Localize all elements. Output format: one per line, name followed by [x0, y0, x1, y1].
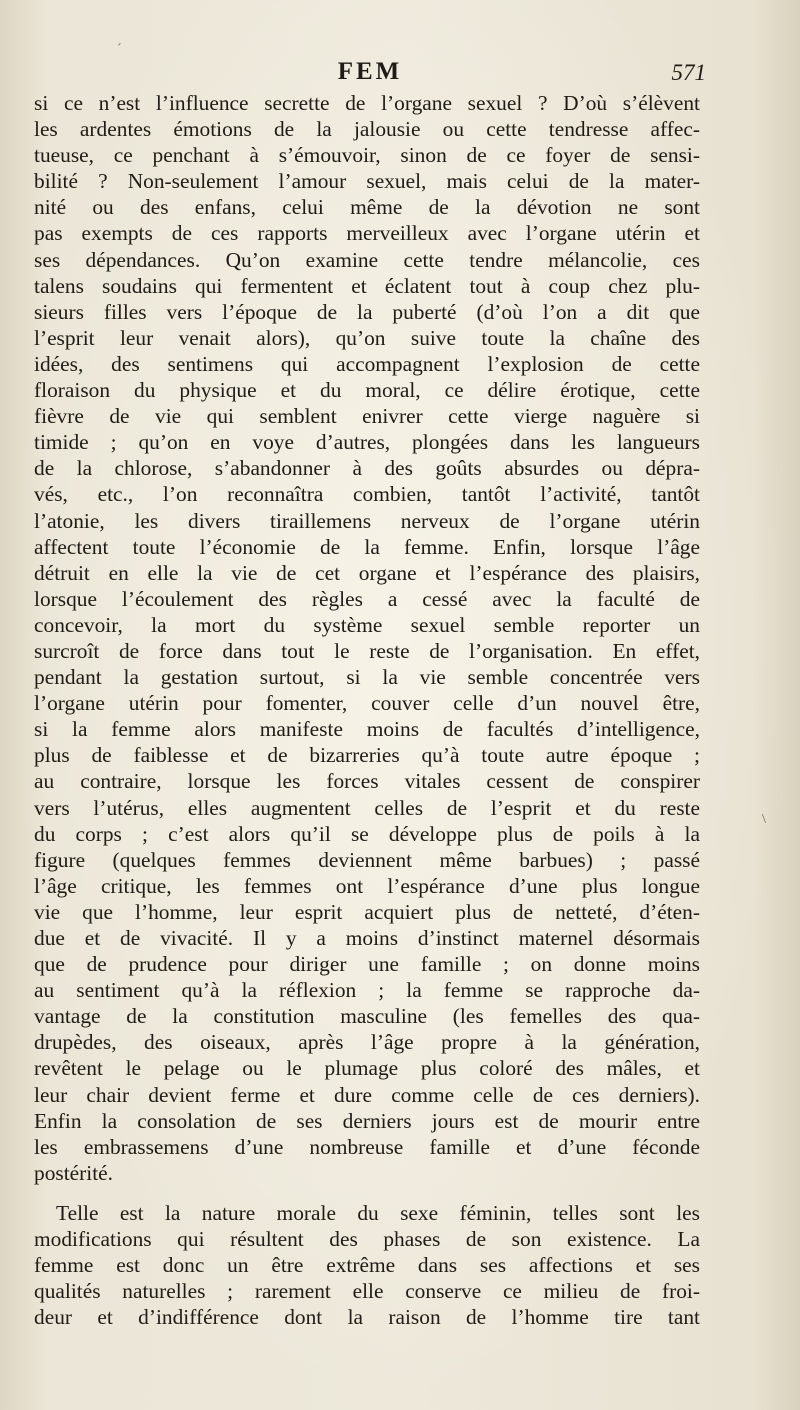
text-line: si la femme alors manifeste moins de facultés d’intelligence, — [34, 717, 700, 742]
running-head: FEM — [337, 58, 403, 85]
text-line: l’esprit leur venait alors), qu’on suive toute la chaîne des — [34, 325, 700, 350]
text-line: vantage de la constitution masculine (les femelles des qua- — [34, 1004, 700, 1029]
text-line: figure (quelques femmes deviennent même barbues) ; passé — [34, 847, 700, 872]
text-line: modifications qui résultent des phases de son existence. La — [34, 1227, 700, 1252]
page-number: 571 — [671, 60, 706, 85]
text-line: Telle est la nature morale du sexe féminin, telles sont les — [56, 1200, 700, 1225]
text-line: Enfin la consolation de ses derniers jours est de mourir entre — [34, 1108, 700, 1133]
text-line: sieurs filles vers l’époque de la puberté (d’où l’on a dit que — [34, 299, 700, 324]
text-line: lorsque l’écoulement des règles a cessé avec la faculté de — [34, 586, 700, 611]
text-line: fièvre de vie qui semblent enivrer cette vierge naguère si — [34, 404, 700, 429]
text-line: détruit en elle la vie de cet organe et l’espérance des plaisirs, — [34, 560, 700, 585]
text-line: l’organe utérin pour fomenter, couver celle d’un nouvel être, — [34, 691, 700, 716]
paragraph — [34, 90, 700, 1186]
text-line: timide ; qu’on en voye d’autres, plongées dans les langueurs — [34, 430, 700, 455]
text-line: si ce n’est l’influence secrette de l’organe sexuel ? D’où s’élèvent — [34, 91, 700, 115]
text-line: pendant la gestation surtout, si la vie semble concentrée vers — [34, 665, 700, 690]
text-line: qualités naturelles ; rarement elle conserve ce milieu de froi- — [34, 1279, 700, 1304]
paragraph-gap — [34, 1186, 700, 1200]
text-line: deur et d’indifférence dont la raison de l’homme tire tant — [34, 1305, 700, 1330]
text-line: tueuse, ce penchant à s’émouvoir, sinon de ce foyer de sensi- — [34, 143, 700, 168]
text-line: due et de vivacité. Il y a moins d’instinct maternel désormais — [34, 926, 700, 950]
text-line: plus de faiblesse et de bizarreries qu’à toute autre époque ; — [34, 743, 700, 768]
text-line: de la chlorose, s’abandonner à des goûts absurdes ou dépra- — [34, 456, 700, 481]
text-line: nité ou des enfans, celui même de la dévotion ne sont — [34, 195, 700, 220]
text-line: surcroît de force dans tout le reste de l’organisation. En effet, — [34, 638, 700, 663]
text-line: leur chair devient ferme et dure comme celle de ces derniers). — [34, 1082, 700, 1107]
text-line: concevoir, la mort du système sexuel semble reporter un — [34, 612, 700, 637]
text-line: talens soudains qui fermentent et éclatent tout à coup chez plu- — [34, 273, 700, 298]
text-line: au contraire, lorsque les forces vitales cessent de conspirer — [34, 769, 700, 794]
paragraph — [34, 1200, 700, 1330]
text-line: vers l’utérus, elles augmentent celles de l’esprit et du reste — [34, 795, 700, 820]
text-line: vie que l’homme, leur esprit acquiert plus de netteté, d’éten- — [34, 899, 700, 924]
text-line: pas exempts de ces rapports merveilleux avec l’organe utérin et — [34, 221, 700, 246]
text-line: du corps ; c’est alors qu’il se développe plus de poils à la — [34, 821, 700, 846]
text-line: l’âge critique, les femmes ont l’espérance d’une plus longue — [34, 873, 700, 898]
text-line: au sentiment qu’à la réflexion ; la femme se rapproche da- — [34, 978, 700, 1003]
text-line: affectent toute l’économie de la femme. Enfin, lorsque l’âge — [34, 534, 700, 559]
text-line: postérité. — [34, 1160, 114, 1185]
text-line: revêtent le pelage ou le plumage plus coloré des mâles, et — [34, 1056, 700, 1081]
text-line: drupèdes, des oiseaux, après l’âge propre à la génération, — [34, 1030, 700, 1055]
text-line: ses dépendances. Qu’on examine cette tendre mélancolie, ces — [34, 247, 700, 272]
text-line: bilité ? Non-seulement l’amour sexuel, mais celui de la mater- — [34, 169, 700, 194]
text-line: idées, des sentimens qui accompagnent l’explosion de cette — [34, 351, 700, 376]
ink-speck: ´ — [117, 42, 122, 57]
text-line: que de prudence pour diriger une famille ; on donne moins — [34, 952, 700, 977]
page-header — [34, 58, 706, 92]
text-line: les embrassemens d’une nombreuse famille et d’une féconde — [34, 1134, 700, 1159]
text-line: femme est donc un être extrême dans ses affections et ses — [34, 1253, 700, 1278]
text-line: vés, etc., l’on reconnaîtra combien, tantôt l’activité, tantôt — [34, 482, 700, 507]
text-line: l’atonie, les divers tiraillemens nerveux de l’organe utérin — [34, 508, 700, 533]
text-line: les ardentes émotions de la jalousie ou cette tendresse affec- — [34, 117, 700, 142]
text-line: floraison du physique et du moral, ce délire érotique, cette — [34, 378, 700, 403]
ink-speck: \ — [762, 812, 766, 827]
body-text — [34, 90, 700, 1330]
